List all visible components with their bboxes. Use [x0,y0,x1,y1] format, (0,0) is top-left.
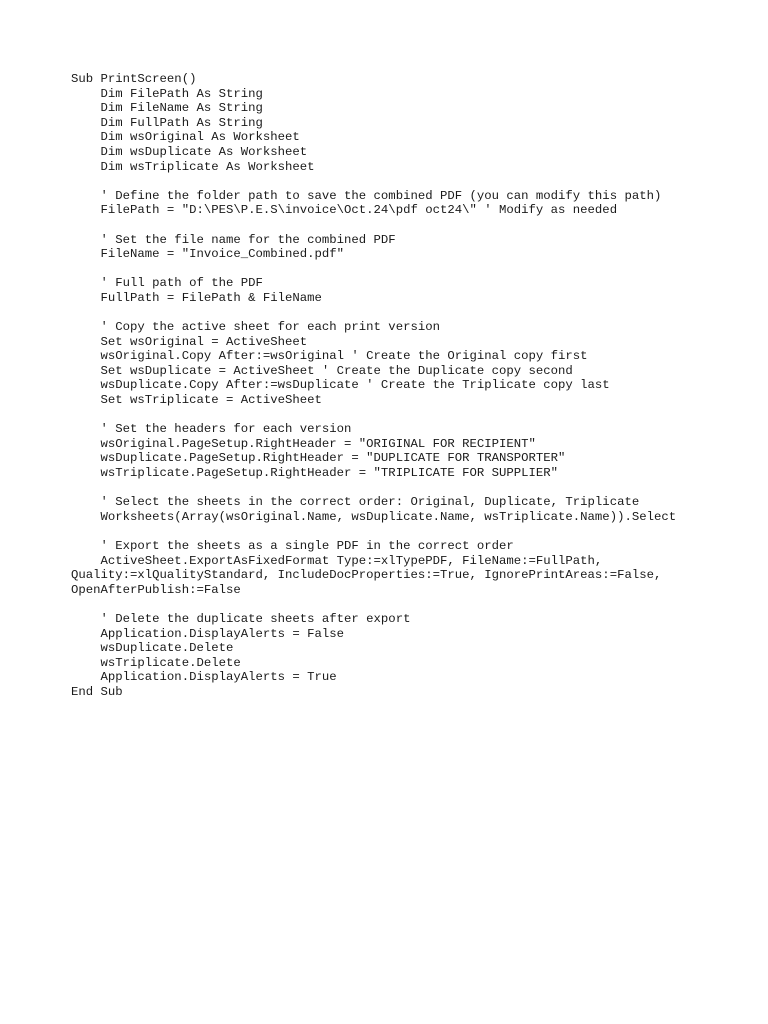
code-comment: ' Full path of the PDF [71,276,263,291]
code-line: Dim wsDuplicate As Worksheet [71,144,308,159]
code-line: wsDuplicate.PageSetup.RightHeader = "DUPLICATE FOR TRANSPORTER" [71,451,566,466]
code-line: wsDuplicate.Delete [71,641,234,656]
code-line: FullPath = FilePath & FileName [71,290,322,305]
code-comment: ' Set the file name for the combined PDF [71,232,396,247]
vba-code-block [71,72,676,700]
code-line: OpenAfterPublish:=False [71,582,241,597]
code-comment: ' Copy the active sheet for each print version [71,320,440,335]
code-line: Quality:=xlQualityStandard, IncludeDocProperties:=True, IgnorePrintAreas:=False, [71,568,662,583]
code-comment: ' Delete the duplicate sheets after export [71,611,411,626]
code-line: wsDuplicate.Copy After:=wsDuplicate ' Create the Triplicate copy last [71,378,610,393]
blank-line [71,174,676,189]
blank-line [71,262,676,277]
code-line: wsOriginal.PageSetup.RightHeader = "ORIGINAL FOR RECIPIENT" [71,436,536,451]
code-line: Dim wsOriginal As Worksheet [71,130,300,145]
code-comment: ' Set the headers for each version [71,422,352,437]
code-line: wsTriplicate.Delete [71,655,241,670]
code-comment: ' Export the sheets as a single PDF in the correct order [71,539,514,553]
code-line: Dim FilePath As String [71,86,263,101]
code-line: Application.DisplayAlerts = True [71,670,337,685]
blank-line [71,408,676,423]
code-line: Dim FileName As String [71,101,263,116]
code-line: FilePath = "D:\PES\P.E.S\invoice\Oct.24\pdf oct24\" ' Modify as needed [71,203,618,218]
code-line: Application.DisplayAlerts = False [71,626,345,641]
blank-line [71,597,676,612]
code-line: FileName = "Invoice_Combined.pdf" [71,247,345,262]
code-line: Dim wsTriplicate As Worksheet [71,159,315,174]
code-line: Worksheets(Array(wsOriginal.Name, wsDuplicate.Name, wsTriplicate.Name)).Select [71,509,677,524]
code-comment: ' Select the sheets in the correct order: Original, Duplicate, Triplicate [71,495,640,510]
code-line: ActiveSheet.ExportAsFixedFormat Type:=xlTypePDF, FileName:=FullPath, [71,553,603,568]
code-line: wsTriplicate.PageSetup.RightHeader = "TRIPLICATE FOR SUPPLIER" [71,466,559,481]
code-line: Dim FullPath As String [71,115,263,130]
code-line: Set wsOriginal = ActiveSheet [71,334,308,349]
blank-line [71,481,676,496]
blank-line [71,306,676,321]
code-line: Sub PrintScreen() [71,72,197,86]
blank-line [71,218,676,233]
code-line: Set wsDuplicate = ActiveSheet ' Create the Duplicate copy second [71,363,573,378]
blank-line [71,524,676,539]
code-comment: ' Define the folder path to save the combined PDF (you can modify this path) [71,188,662,203]
code-line: Set wsTriplicate = ActiveSheet [71,393,322,408]
code-line: wsOriginal.Copy After:=wsOriginal ' Create the Original copy first [71,349,588,364]
code-line: End Sub [71,684,123,699]
